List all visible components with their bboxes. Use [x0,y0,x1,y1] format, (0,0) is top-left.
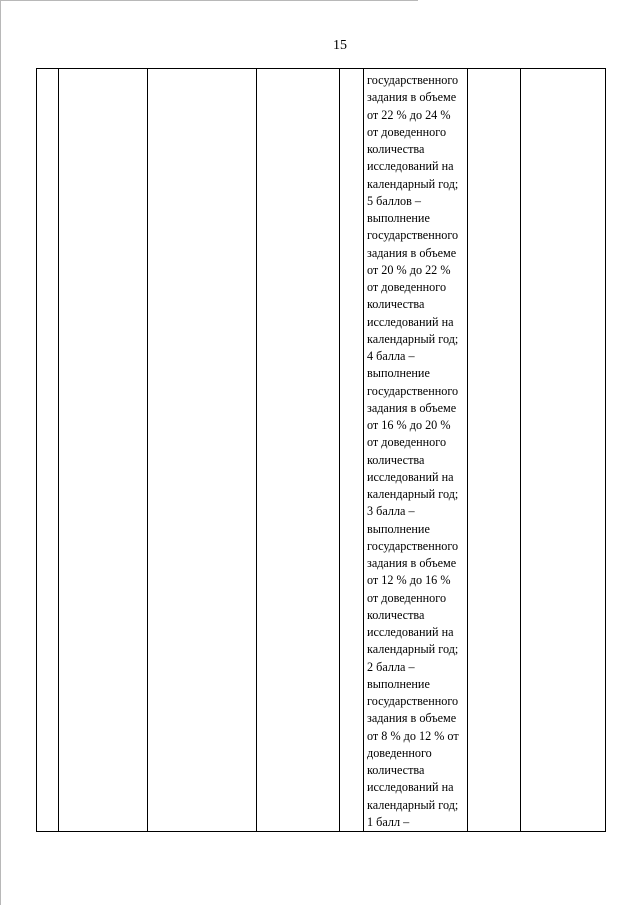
criteria-description-text [367,72,465,831]
text-line: исследований на [367,159,454,174]
text-line: исследований на [367,469,454,484]
table-cell-col-7 [468,69,521,832]
table-cell-col-1 [37,69,59,832]
text-line: государственного [367,538,459,553]
text-line: задания в объеме [367,245,457,260]
text-line: задания в объеме [367,90,457,105]
text-line: задания в объеме [367,556,457,570]
text-line: государственного [367,228,459,243]
criteria-table-container [36,68,605,832]
text-line: от 12 % до 16 % [367,573,451,588]
text-line: государственного [367,383,459,398]
text-line: от доведенного [367,280,447,294]
text-line: государственного [367,694,459,708]
text-line: от доведенного [367,435,447,450]
table-cell-col-4 [257,69,340,832]
text-line: 1 балл – [367,814,410,829]
table-cell-col-2 [59,69,148,832]
text-line: количества [367,763,425,777]
table-cell-col-3 [148,69,257,832]
text-line: доведенного [367,745,432,760]
text-line: выполнение [367,521,430,536]
text-line: от доведенного [367,124,447,139]
text-line: исследований на [367,780,454,795]
text-line: календарный год; [367,176,459,191]
text-line: количества [367,607,425,622]
page-number: 15 [333,38,347,53]
text-line: исследований на [367,625,454,639]
text-line: от 8 % до 12 % от [367,728,459,743]
text-line: исследований на [367,314,454,329]
text-line: календарный год; [367,487,459,501]
text-line: от 20 % до 22 % [367,262,451,277]
text-line: календарный год; [367,331,459,346]
page-top-edge [0,0,418,1]
text-line: выполнение [367,676,430,691]
text-line: 2 балла – [367,659,415,674]
table-row [37,69,606,832]
table-cell-col-8 [521,69,606,832]
text-line: календарный год; [367,797,459,812]
text-line: 3 балла – [367,504,415,519]
text-line: от доведенного [367,590,447,605]
text-line: государственного [367,73,459,87]
text-line: 5 баллов – [367,193,422,208]
text-line: от 22 % до 24 % [367,107,451,122]
table-cell-col-5 [340,69,364,832]
text-line: количества [367,297,425,312]
text-line: задания в объеме [367,400,457,415]
page-left-edge [0,0,1,905]
text-line: календарный год; [367,642,459,657]
criteria-description-cell [364,69,468,832]
text-line: количества [367,452,425,467]
text-line: задания в объеме [367,711,457,726]
text-line: 4 балла – [367,349,415,363]
text-line: от 16 % до 20 % [367,418,451,432]
text-line: выполнение [367,211,430,225]
text-line: выполнение [367,366,430,381]
text-line: количества [367,142,425,156]
criteria-table [36,68,606,832]
